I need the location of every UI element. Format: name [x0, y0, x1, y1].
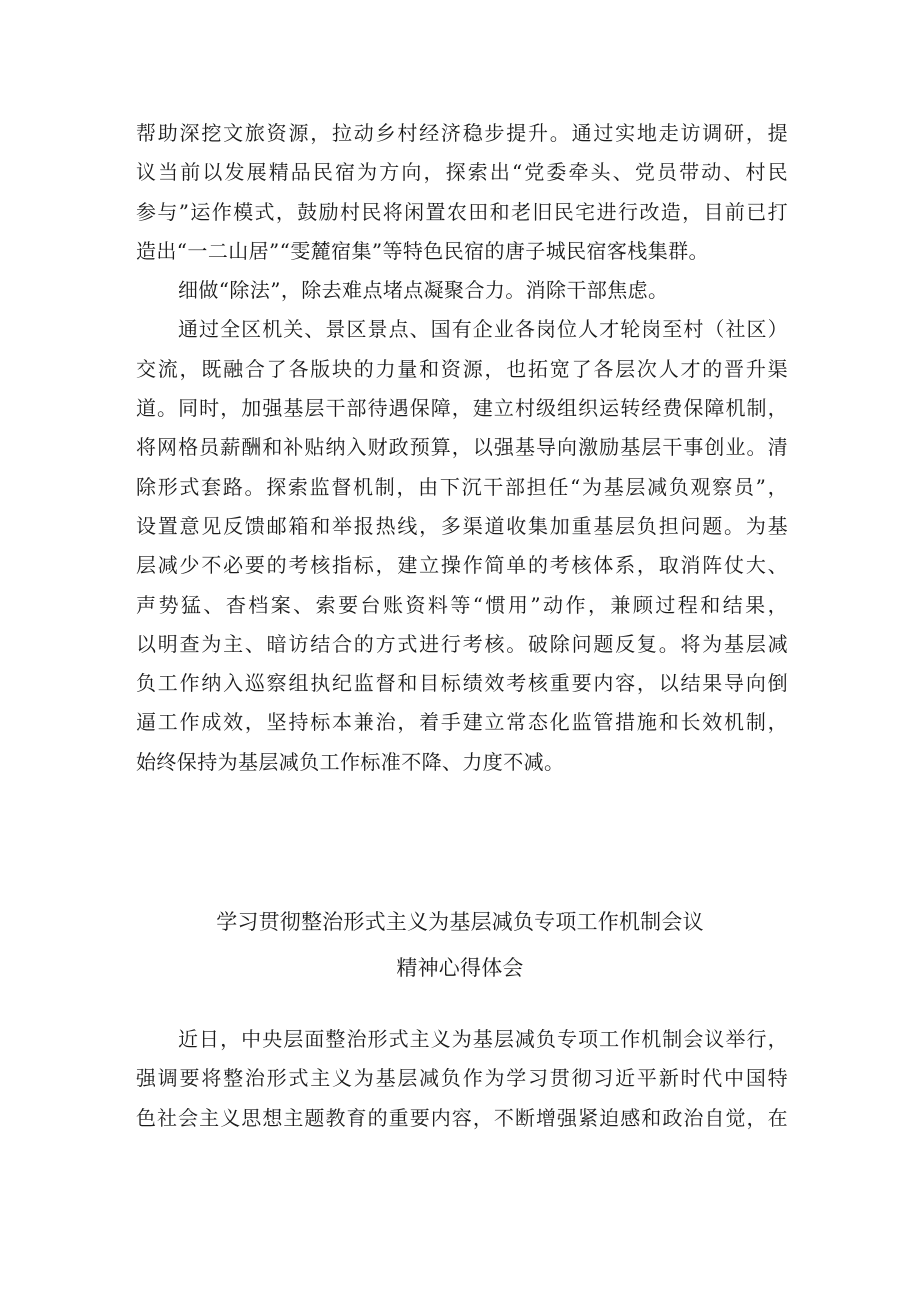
paragraph-line: 层减少不必要的考核指标，建立操作简单的考核体系，取消阵仗大、: [136, 553, 788, 578]
paragraph-line: 强调要将整治形式主义为基层减负作为学习贯彻习近平新时代中国特: [136, 1066, 788, 1091]
article-title-line-2: 精神心得体会: [396, 956, 524, 980]
paragraph-line: 设置意见反馈邮箱和举报热线，多渠道收集加重基层负担问题。为基: [136, 513, 788, 538]
paragraph-line: 将网格员薪酬和补贴纳入财政预算，以强基导向激励基层干事创业。清: [136, 435, 788, 460]
paragraph-line: 造出“一二山居”“雯麓宿集”等特色民宿的唐子城民宿客栈集群。: [136, 238, 709, 263]
paragraph-line: 议当前以发展精品民宿为方向，探索出“党委牵头、党员带动、村民: [136, 160, 788, 185]
paragraph-line: 除形式套路。探索监督机制，由下沉干部担任“为基层减负观察员”，: [136, 474, 788, 499]
paragraph-line: 近日，中央层面整治形式主义为基层减负专项工作机制会议举行，: [178, 1027, 788, 1051]
paragraph-line: 帮助深挖文旅资源，拉动乡村经济稳步提升。通过实地走访调研，提: [136, 121, 788, 145]
paragraph-line: 以明查为主、暗访结合的方式进行考核。破除问题反复。将为基层减: [136, 631, 788, 656]
paragraph-line: 道。同时，加强基层干部待遇保障，建立村级组织运转经费保障机制，: [136, 396, 788, 421]
paragraph-line: 通过全区机关、景区景点、国有企业各岗位人才轮岗至村（社区）: [178, 317, 788, 342]
paragraph-line: 逼工作成效，坚持标本兼治，着手建立常态化监管措施和长效机制，: [136, 710, 788, 735]
article-title-line-1: 学习贯彻整治形式主义为基层减负专项工作机制会议: [216, 910, 704, 934]
paragraph-line: 参与”运作模式，鼓励村民将闲置农田和老旧民宅进行改造，目前已打: [136, 199, 788, 224]
paragraph-line: 细做“除法”，除去难点堵点凝聚合力。消除干部焦虑。: [178, 278, 669, 303]
paragraph-line: 色社会主义思想主题教育的重要内容，不断增强紧迫感和政治自觉，在: [136, 1105, 788, 1130]
paragraph-line: 负工作纳入巡察组执纪监督和目标绩效考核重要内容，以结果导向倒: [136, 671, 788, 696]
paragraph-line: 始终保持为基层减负工作标准不降、力度不减。: [136, 749, 565, 774]
paragraph-line: 交流，既融合了各版块的力量和资源，也拓宽了各层次人才的晋升渠: [136, 356, 788, 381]
paragraph-line: 声势猛、杳档案、索要台账资料等“惯用”动作，兼顾过程和结果，: [136, 592, 788, 617]
section-one-text: [136, 114, 788, 782]
section-two-text: [136, 1020, 788, 1138]
